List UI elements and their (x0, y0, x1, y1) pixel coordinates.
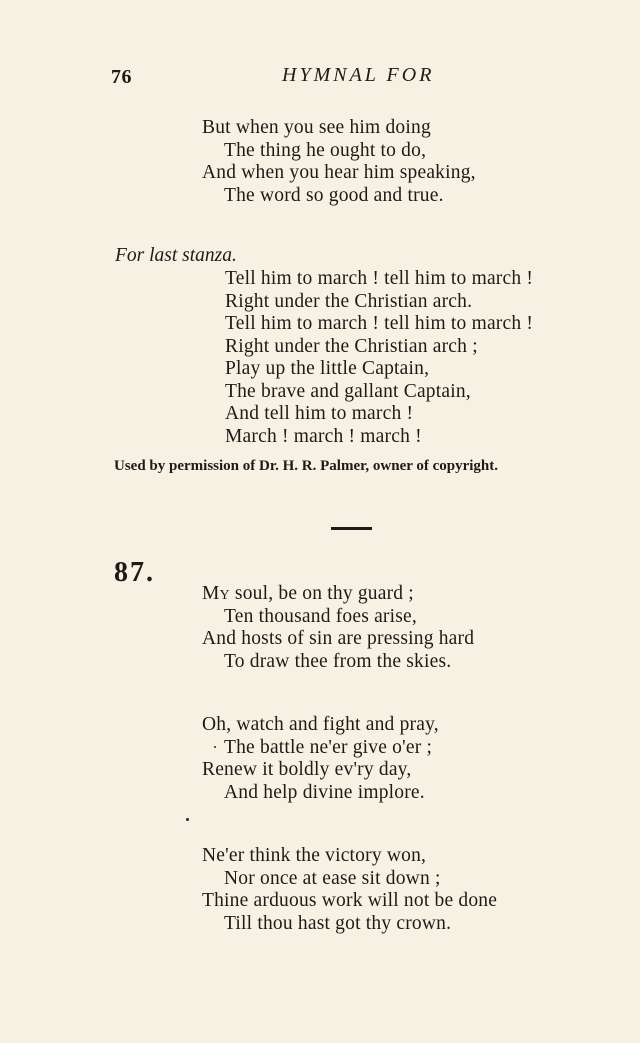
verse-line: Oh, watch and fight and pray, (202, 714, 439, 735)
verse-line: But when you see him doing (202, 117, 431, 138)
verse-line: To draw thee from the skies. (224, 650, 452, 672)
verse-line: The word so good and true. (224, 184, 444, 206)
verse-line: And when you hear him speaking, (202, 162, 476, 183)
last-stanza-label: For last stanza. (115, 245, 237, 266)
first-word-initial: M (202, 583, 220, 604)
verse-line: And hosts of sin are pressing hard (202, 628, 475, 649)
permission-note: Used by permission of Dr. H. R. Palmer, owner of copyright. (114, 458, 499, 474)
running-head: HYMNAL FOR (282, 64, 435, 86)
print-speck (214, 746, 216, 748)
print-speck (186, 818, 189, 821)
verse-line: Nor once at ease sit down ; (224, 867, 441, 889)
hymn-verse-3 (202, 845, 497, 935)
stanza-continued (202, 117, 476, 207)
verse-line: Ne'er think the victory won, (202, 845, 427, 866)
verse-line: The battle ne'er give o'er ; (224, 736, 433, 758)
first-word-rest: y (219, 583, 230, 604)
verse-line: The brave and gallant Captain, (225, 380, 471, 402)
verse-line: Play up the little Captain, (225, 358, 430, 379)
last-stanza (225, 268, 533, 448)
verse-line: Tell him to march ! tell him to march ! (225, 268, 534, 289)
verse-line: The thing he ought to do, (224, 139, 427, 161)
verse-line: Ten thousand foes arise, (224, 605, 417, 627)
verse-line: Thine arduous work will not be done (202, 890, 498, 911)
verse-line: Tell him to march ! tell him to march ! (225, 313, 534, 334)
hymn-verse-1 (202, 583, 474, 673)
first-line-rest: soul, be on thy guard ; (229, 583, 414, 604)
verse-line-first (202, 583, 474, 606)
verse-line: Renew it boldly ev'ry day, (202, 759, 412, 780)
hymn-verse-2 (202, 714, 439, 804)
section-divider (331, 527, 372, 530)
page-number: 76 (111, 66, 132, 88)
verse-line: Right under the Christian arch ; (225, 335, 478, 357)
verse-line: Till thou hast got thy crown. (224, 912, 452, 934)
verse-line: March ! march ! march ! (225, 425, 422, 447)
hymn-number: 87. (114, 557, 155, 588)
verse-line: And tell him to march ! (225, 403, 414, 424)
verse-line: Right under the Christian arch. (225, 290, 473, 312)
verse-line: And help divine implore. (224, 781, 425, 803)
